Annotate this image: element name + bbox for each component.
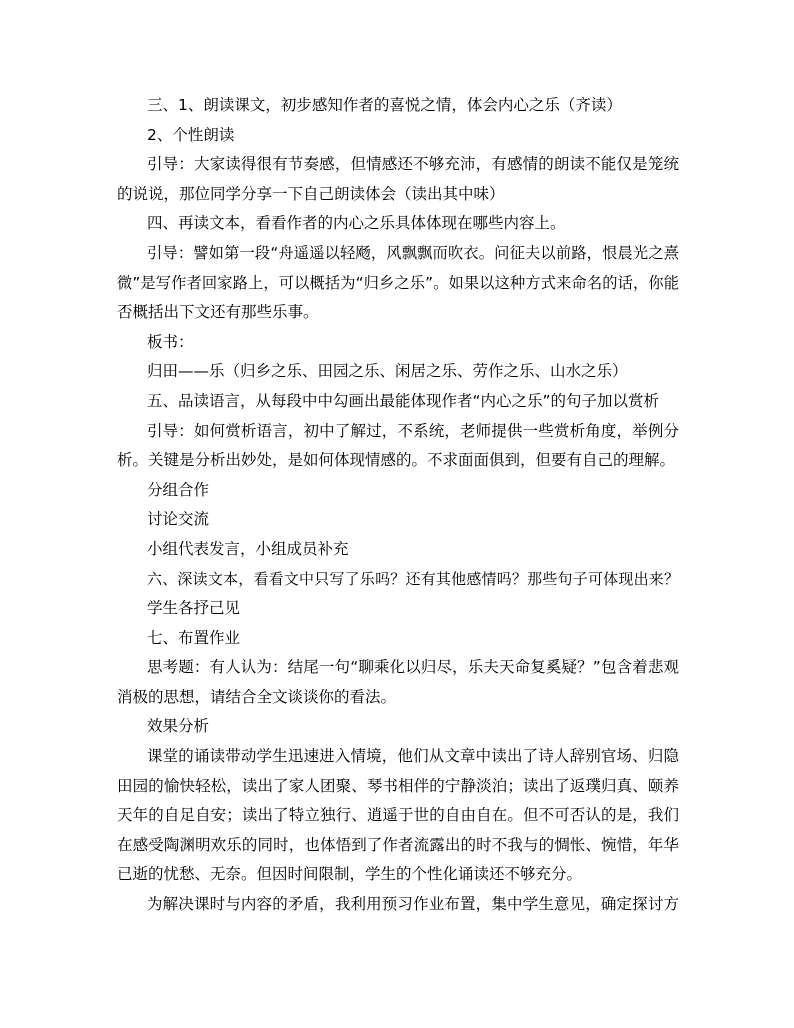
paragraph-line: 析。关键是分析出妙处，是如何体现情感的。不求面面俱到，但要有自己的理解。 xyxy=(117,451,676,470)
paragraph-line: 学生各抒己见 xyxy=(147,599,241,618)
section-four-heading: 四、再读文本，看看作者的内心之乐具体体现在哪些内容上。 xyxy=(147,214,566,233)
document-page xyxy=(117,91,679,920)
section-three-heading: 三、1、朗读课文，初步感知作者的喜悦之情，体会内心之乐（齐读） xyxy=(147,96,622,114)
section-seven-heading: 七、布置作业 xyxy=(147,628,241,647)
paragraph-line: 分组合作 xyxy=(147,480,210,499)
paragraph-line: 的说说，那位同学分享一下自己朗读体会（读出其中味） xyxy=(117,184,505,203)
paragraph-line: 否概括出下文还有那些乐事。 xyxy=(117,303,319,322)
paragraph-line: 引导：如何赏析语言，初中了解过，不系统，老师提供一些赏析角度，举例分 xyxy=(147,421,679,440)
paragraph-line: 已逝的忧愁、无奈。但因时间限制，学生的个性化诵读还不够充分。 xyxy=(117,865,583,884)
paragraph-line: 微”是写作者回家路上，可以概括为“归乡之乐”。如果以这种方式来命名的话，你能 xyxy=(117,273,679,292)
paragraph-line: 归田——乐（归乡之乐、田园之乐、闲居之乐、劳作之乐、山水之乐） xyxy=(147,362,628,381)
paragraph-line: 为解决课时与内容的矛盾，我利用预习作业布置，集中学生意见，确定探讨方 xyxy=(147,895,679,914)
paragraph-line: 讨论交流 xyxy=(147,510,210,529)
paragraph-line: 板书： xyxy=(147,332,194,351)
paragraph-line: 田园的愉快轻松，读出了家人团聚、琴书相伴的宁静淡泊；读出了返璞归真、颐养 xyxy=(117,776,679,795)
paragraph-line: 消极的思想，请结合全文谈谈你的看法。 xyxy=(117,687,397,706)
section-five-heading: 五、品读语言，从每段中中勾画出最能体现作者“内心之乐”的句子加以赏析 xyxy=(147,391,660,410)
paragraph-line: 小组代表发言，小组成员补充 xyxy=(147,539,349,558)
paragraph-line: 在感受陶渊明欢乐的同时，也体悟到了作者流露出的时不我与的惆怅、惋惜，年华 xyxy=(117,835,679,854)
effect-analysis-heading: 效果分析 xyxy=(147,717,210,736)
paragraph-line: 课堂的诵读带动学生迅速进入情境，他们从文章中读出了诗人辞别官场、归隐 xyxy=(147,747,679,766)
paragraph-line: 思考题：有人认为：结尾一句“聊乘化以归尽，乐夫天命复奚疑？”包含着悲观 xyxy=(147,658,679,677)
paragraph-line: 2、个性朗读 xyxy=(147,125,235,144)
section-six-heading: 六、深读文本，看看文中只写了乐吗？还有其他感情吗？那些句子可体现出来？ xyxy=(147,569,679,588)
paragraph-line: 天年的自足自安；读出了特立独行、逍遥于世的自由自在。但不可否认的是，我们 xyxy=(117,806,679,825)
paragraph-line: 引导：譬如第一段“舟遥遥以轻飏，风飘飘而吹衣。问征夫以前路，恨晨光之熹 xyxy=(147,243,679,262)
paragraph-line: 引导：大家读得很有节奏感，但情感还不够充沛，有感情的朗读不能仅是笼统 xyxy=(147,155,679,174)
